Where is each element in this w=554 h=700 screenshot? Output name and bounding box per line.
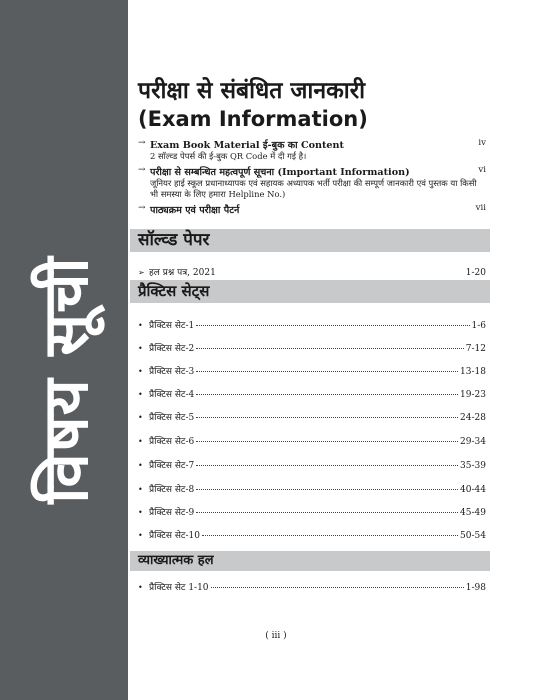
toc-row-practice-set[interactable] [138, 528, 486, 541]
info-item[interactable] [138, 138, 486, 162]
arrow-right-icon: → [138, 138, 146, 148]
exam-info-list [138, 138, 486, 219]
toc-row-practice-set[interactable] [138, 318, 486, 331]
info-item-page: vii [475, 203, 486, 213]
toc-row-practice-set[interactable] [138, 505, 486, 518]
dot-leader [196, 370, 458, 372]
bullet-icon: • [138, 508, 143, 517]
dot-leader [196, 464, 458, 466]
bullet-icon: • [138, 531, 143, 540]
toc-row-practice-set[interactable] [138, 341, 486, 354]
info-item-description: जूनियर हाई स्कूल प्रधानाध्यापक एवं सहायक अध्यापक भर्ती परीक्षा की सम्पूर्ण जानकारी एवं पुस्तक या किसी भी समस्या के लिए हमारा Helpline No.) [150, 178, 477, 199]
dot-leader [196, 347, 464, 349]
toc-row-solved-paper[interactable] [138, 265, 486, 278]
info-item[interactable] [138, 203, 486, 216]
arrow-right-icon: → [138, 203, 146, 213]
toc-label: प्रैक्टिस सेट-10 [149, 531, 200, 541]
toc-row-solutions[interactable] [138, 580, 486, 593]
info-item-page: iv [478, 138, 486, 148]
title-english: (Exam Information) [138, 107, 368, 131]
info-item-page: vi [478, 165, 486, 175]
dot-leader [211, 586, 464, 588]
info-item-heading: पाठ्यक्रम एवं परीक्षा पैटर्न [150, 205, 240, 216]
page-title [138, 76, 368, 132]
toc-pages: 50-54 [460, 531, 486, 541]
toc-label: प्रैक्टिस सेट-2 [149, 344, 195, 354]
toc-label: प्रैक्टिस सेट-7 [149, 461, 195, 471]
toc-row-practice-set[interactable] [138, 387, 486, 400]
bullet-icon: • [138, 437, 143, 446]
section-heading-explanatory-solutions: व्याख्यात्मक हल [130, 551, 490, 571]
info-item-description: 2 सॉल्व्ड पेपर्स की ई-बुक QR Code में दी गई है। [150, 151, 307, 161]
toc-pages: 1-20 [465, 268, 486, 278]
arrow-right-icon: → [138, 165, 146, 175]
sidebar-band [0, 0, 128, 700]
bullet-icon: • [138, 413, 143, 422]
toc-label: प्रैक्टिस सेट-5 [149, 413, 195, 423]
info-item-heading: परीक्षा से सम्बन्धित महत्वपूर्ण सूचना (Important Information) [150, 167, 410, 178]
dot-leader [196, 511, 458, 513]
info-item[interactable] [138, 165, 486, 200]
bullet-icon: • [138, 321, 143, 330]
bullet-icon: • [138, 367, 143, 376]
toc-pages: 24-28 [460, 413, 486, 423]
toc-pages: 1-6 [471, 321, 486, 331]
bullet-icon: • [138, 485, 143, 494]
toc-label: प्रैक्टिस सेट 1-10 [149, 583, 209, 593]
toc-row-practice-set[interactable] [138, 482, 486, 495]
toc-row-practice-set[interactable] [138, 458, 486, 471]
toc-pages: 7-12 [465, 344, 486, 354]
dot-leader [196, 440, 458, 442]
bullet-icon: • [138, 344, 143, 353]
bullet-icon: • [138, 390, 143, 399]
section-heading-solved-paper: सॉल्व्ड पेपर [130, 229, 490, 252]
toc-pages: 13-18 [460, 367, 486, 377]
toc-row-practice-set[interactable] [138, 410, 486, 423]
toc-label: प्रैक्टिस सेट-4 [149, 390, 195, 400]
dot-leader [196, 488, 458, 490]
toc-label: प्रैक्टिस सेट-8 [149, 485, 195, 495]
toc-pages: 35-39 [460, 461, 486, 471]
page-number: ( iii ) [265, 631, 287, 641]
toc-label: प्रैक्टिस सेट-6 [149, 437, 195, 447]
info-item-heading: Exam Book Material ई-बुक का Content [150, 140, 344, 151]
bullet-icon: • [138, 583, 143, 592]
arrow-bullet-icon: ➢ [138, 268, 145, 277]
toc-pages: 1-98 [465, 583, 486, 593]
bullet-icon: • [138, 461, 143, 470]
toc-pages: 45-49 [460, 508, 486, 518]
toc-label: हल प्रश्न पत्र, 2021 [149, 268, 216, 278]
toc-row-practice-set[interactable] [138, 434, 486, 447]
dot-leader [196, 393, 458, 395]
section-heading-practice-sets: प्रैक्टिस सेट्स [130, 280, 490, 303]
dot-leader [196, 416, 458, 418]
title-hindi: परीक्षा से संबंधित जानकारी [138, 78, 366, 104]
toc-pages: 40-44 [460, 485, 486, 495]
sidebar-title: विषय सूची [29, 256, 102, 504]
toc-label: प्रैक्टिस सेट-1 [149, 321, 195, 331]
dot-leader [202, 534, 458, 536]
toc-pages: 19-23 [460, 390, 486, 400]
toc-label: प्रैक्टिस सेट-3 [149, 367, 195, 377]
toc-row-practice-set[interactable] [138, 364, 486, 377]
toc-label: प्रैक्टिस सेट-9 [149, 508, 195, 518]
toc-pages: 29-34 [460, 437, 486, 447]
dot-leader [196, 324, 469, 326]
